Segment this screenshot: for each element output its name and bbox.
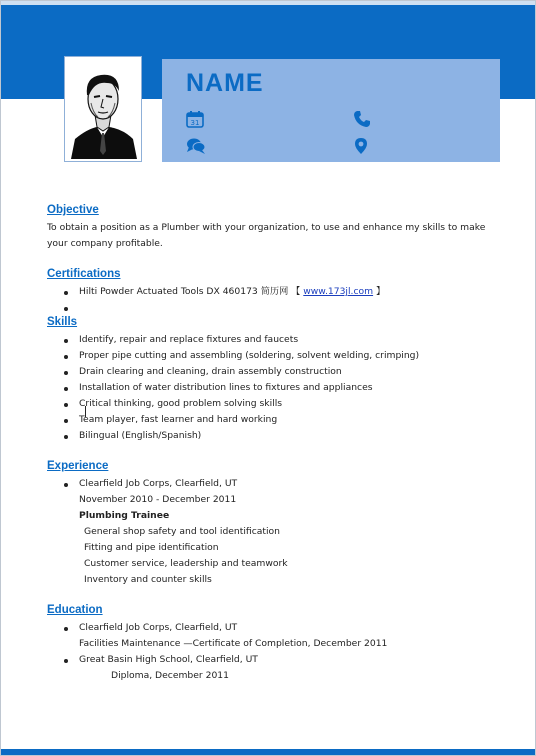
experience-heading: Experience xyxy=(47,460,109,472)
phone-icon xyxy=(353,110,371,128)
svg-text:31: 31 xyxy=(190,119,200,127)
bullet xyxy=(64,627,68,631)
education-heading: Education xyxy=(47,604,103,616)
skill-item: Team player, fast learner and hard working xyxy=(79,414,278,425)
bullet xyxy=(64,483,68,487)
header-top-strip xyxy=(1,1,535,5)
bullet xyxy=(64,355,68,359)
bullet xyxy=(64,371,68,375)
experience-dates: November 2010 - December 2011 xyxy=(79,494,237,505)
education-school: Great Basin High School, Clearfield, UT xyxy=(79,654,258,665)
bullet xyxy=(64,307,68,311)
duty-item: Fitting and pipe identification xyxy=(84,542,219,553)
objective-text: To obtain a position as a Plumber with your organization, to use and enhance my skills to make your company profitable. xyxy=(47,222,486,249)
certifications-heading: Certifications xyxy=(47,268,121,280)
certification-text: Hilti Powder Actuated Tools DX 460173 简历网 【 xyxy=(79,286,304,297)
bullet xyxy=(64,659,68,663)
education-school: Clearfield Job Corps, Clearfield, UT xyxy=(79,622,238,633)
experience-employer: Clearfield Job Corps, Clearfield, UT xyxy=(79,478,238,489)
skill-item: Drain clearing and cleaning, drain assembly construction xyxy=(79,366,342,377)
certification-item xyxy=(79,284,385,300)
location-pin-icon xyxy=(354,137,372,155)
objective-heading: Objective xyxy=(47,204,99,216)
education-detail: Diploma, December 2011 xyxy=(111,670,229,681)
name-panel xyxy=(162,59,500,162)
education-detail: Facilities Maintenance —Certificate of Completion, December 2011 xyxy=(79,638,388,649)
skill-item: Bilingual (English/Spanish) xyxy=(79,430,202,441)
skill-item: Critical thinking, good problem solving skills xyxy=(79,398,283,409)
bullet xyxy=(64,339,68,343)
skill-item: Installation of water distribution lines to fixtures and appliances xyxy=(79,382,373,393)
chat-icon xyxy=(186,137,204,155)
certification-suffix: 】 xyxy=(373,286,386,297)
skills-heading: Skills xyxy=(47,316,78,328)
bullet xyxy=(64,403,68,407)
skill-item: Identify, repair and replace fixtures and faucets xyxy=(79,334,299,345)
bullet xyxy=(64,291,68,295)
candidate-name[interactable]: NAME xyxy=(186,69,264,97)
duty-item: Customer service, leadership and teamwork xyxy=(84,558,288,569)
experience-role: Plumbing Trainee xyxy=(79,510,170,521)
profile-photo[interactable] xyxy=(64,56,142,162)
footer-band xyxy=(1,749,535,755)
bullet xyxy=(64,387,68,391)
bullet xyxy=(64,435,68,439)
bullet xyxy=(64,419,68,423)
certification-link[interactable]: www.173jl.com xyxy=(303,286,374,297)
portrait-silhouette xyxy=(67,59,139,159)
duty-item: Inventory and counter skills xyxy=(84,574,212,585)
duty-item: General shop safety and tool identification xyxy=(84,526,280,537)
calendar-icon xyxy=(186,110,204,128)
skill-item: Proper pipe cutting and assembling (soldering, solvent welding, crimping) xyxy=(79,350,420,361)
